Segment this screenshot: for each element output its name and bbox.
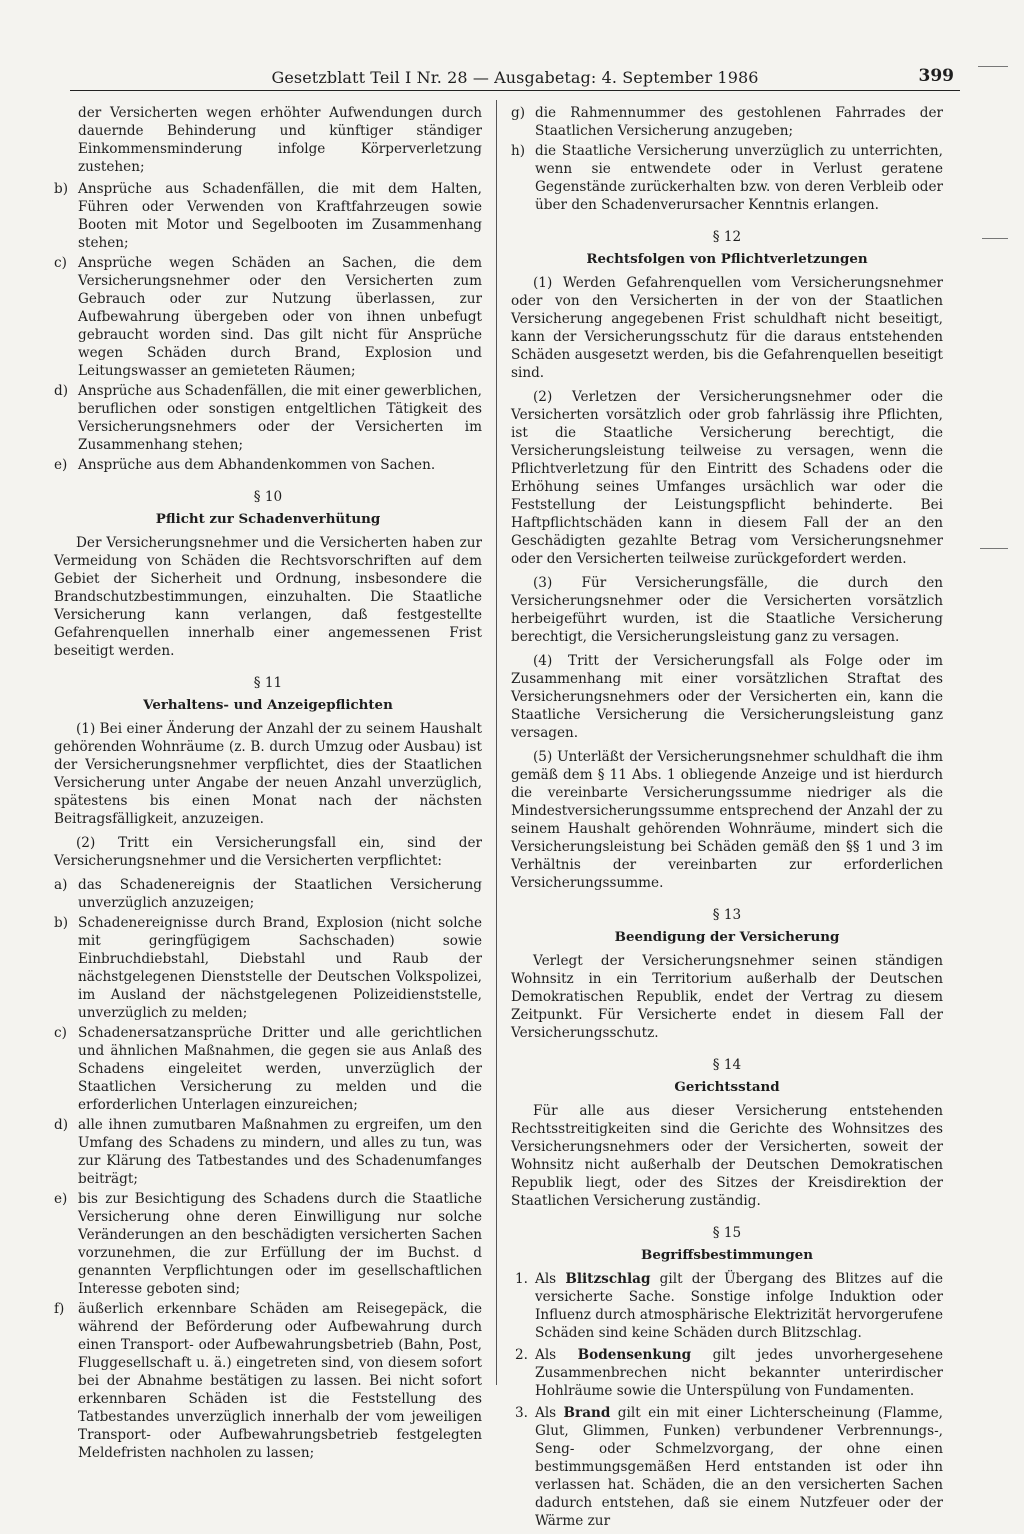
list-item	[511, 142, 943, 214]
paragraph: Verlegt der Versicherungsnehmer seinen ständigen Wohnsitz in ein Territorium außerhalb der Deutschen Demokratischen Republik, endet der Vertrag zu diesem Zeitpunkt. Für Versicherte endet in diesem Fall der Versicherungsschutz.	[511, 953, 943, 1041]
list-item	[54, 914, 482, 1022]
list-label: c)	[54, 1025, 67, 1041]
scan-margin-mark	[978, 66, 1008, 67]
definition-item	[511, 1270, 943, 1342]
section-title: Begriffsbestimmungen	[641, 1247, 813, 1263]
paragraph: (4) Tritt der Versicherungsfall als Folge oder im Zusammenhang mit einer vorsätzlichen Straftat des Versicherungsnehmers oder der Versicherten ein, kann die Staatliche Versicherung die Versicherungsleistung ganz versagen.	[511, 653, 943, 741]
section-number: § 14	[712, 1057, 742, 1073]
list-item	[54, 456, 482, 474]
list-label: h)	[511, 143, 526, 159]
list-label: e)	[54, 457, 68, 473]
section-title: Verhaltens- und Anzeigepflichten	[143, 697, 393, 713]
list-item	[54, 876, 482, 912]
list-item	[511, 104, 943, 140]
list-label: f)	[54, 1301, 65, 1317]
continued-paragraph: der Versicherten wegen erhöhter Aufwendungen durch dauernde Behinderung und künftiger ständiger Einkommensminderung infolge Körperverletzung zustehen;	[78, 105, 482, 175]
paragraph: (3) Für Versicherungsfälle, die durch den Versicherungsnehmer oder die Versicherten vorsätzlich herbeigeführt wurden, ist die Staatliche Versicherung berechtigt, die Versicherungsleistung ganz zu versagen.	[511, 575, 943, 645]
section-number: § 12	[712, 229, 742, 245]
list-label: d)	[54, 383, 69, 399]
header-title: Gesetzblatt Teil I Nr. 28 — Ausgabetag: 4. September 1986	[271, 68, 759, 87]
section-number: § 13	[712, 907, 742, 923]
list-item	[54, 254, 482, 380]
list-label: d)	[54, 1117, 69, 1133]
definition-term: Bodensenkung	[577, 1347, 692, 1363]
section-title: Rechtsfolgen von Pflichtverletzungen	[586, 251, 868, 267]
section-11-list-continued	[511, 104, 943, 214]
list-label: g)	[511, 105, 526, 121]
list-item	[54, 1190, 482, 1298]
definition-number: 2.	[515, 1347, 528, 1363]
paragraph: (2) Tritt ein Versicherungsfall ein, sind der Versicherungsnehmer und die Versicherten verpflichtet:	[54, 835, 482, 869]
list-text: bis zur Besichtigung des Schadens durch die Staatliche Versicherung ohne deren Einwilligung nur solche Veränderungen an den beschädigten versicherten Sachen vorzunehmen, die zur Erfüllung der im Buchst. d genannten Verpflichtungen oder im gesellschaftlichen Interesse geboten sind;	[78, 1191, 482, 1297]
definition-item	[511, 1404, 943, 1530]
section-title: Beendigung der Versicherung	[614, 929, 840, 945]
header-rule	[70, 90, 960, 91]
definition-number: 1.	[515, 1271, 528, 1287]
list-text: die Staatliche Versicherung unverzüglich zu unterrichten, wenn sie entwendete oder in Verlust geratene Gegenstände zurückerhalten bzw. von deren Verbleib oder über den Schadenverursacher Kenntnis erlangen.	[535, 143, 943, 213]
list-item	[54, 382, 482, 454]
paragraph: Für alle aus dieser Versicherung entstehenden Rechtsstreitigkeiten sind die Gerichte des Wohnsitzes des Versicherungsnehmers oder der Versicherten, soweit der Wohnsitz nicht außerhalb der Deutschen Demokratischen Republik liegt, oder des Sitzes der Kreisdirektion der Staatlichen Versicherung zuständig.	[511, 1103, 943, 1209]
list-item	[54, 180, 482, 252]
definition-number: 3.	[515, 1405, 528, 1421]
paragraph: (5) Unterläßt der Versicherungsnehmer schuldhaft die ihm gemäß dem § 11 Abs. 1 obliegende Anzeige und ist hierdurch die vereinbarte Versicherungssumme niedriger als die Mindestversicherungssumme entsprechend der Anzahl der zu seinem Haushalt gehörenden Wohnräume, mindert sich die Versicherungsleistung bei Schäden gemäß den §§ 1 und 3 im Verhältnis der vereinbarten zur erforderlichen Versicherungssumme.	[511, 749, 943, 891]
scan-margin-mark	[982, 238, 1008, 239]
list-text: die Rahmennummer des gestohlenen Fahrrades der Staatlichen Versicherung anzugeben;	[535, 105, 943, 139]
definition-text: gilt ein mit einer Lichterscheinung (Flamme, Glut, Glimmen, Funken) verbundener Verbrennungs-, Seng- oder Schmelzvorgang, der ohne einen bestimmungsgemäßen Herd entstanden ist oder ihn verlassen hat. Schäden, die an den versicherten Sachen dadurch entstehen, daß sie einem Nutzfeuer oder der Wärme zur	[535, 1405, 943, 1529]
definition-term: Blitzschlag	[565, 1271, 651, 1287]
left-column	[54, 104, 482, 1464]
list-text: alle ihnen zumutbaren Maßnahmen zu ergreifen, um den Umfang des Schadens zu mindern, und alles zu tun, was zur Klärung des Tatbestandes und des Schadenumfanges beiträgt;	[78, 1117, 482, 1187]
definition-text: gilt jedes unvorhergesehene Zusammenbrechen nicht bekannter unterirdischer Hohlräume sowie die Unterspülung von Fundamenten.	[535, 1347, 943, 1399]
section-number: § 11	[253, 675, 283, 691]
paragraph: Der Versicherungsnehmer und die Versicherten haben zur Vermeidung von Schäden die Rechtsvorschriften auf dem Gebiet der Sicherheit und Ordnung, insbesondere die Brandschutzbestimmungen, einzuhalten. Die Staatliche Versicherung kann verlangen, daß festgestellte Gefahrenquellen innerhalb einer angemessenen Frist beseitigt werden.	[54, 535, 482, 659]
list-item	[54, 1300, 482, 1462]
list-item	[54, 1116, 482, 1188]
list-text: Ansprüche aus dem Abhandenkommen von Sachen.	[78, 457, 436, 473]
section-11-list	[54, 876, 482, 1462]
right-column	[511, 104, 943, 1534]
list-text: Ansprüche wegen Schäden an Sachen, die dem Versicherungsnehmer oder den Versicherten zum Gebrauch oder zur Nutzung überlassen, zur Aufbewahrung übergeben oder von ihnen unbefugt gebraucht worden sind. Das gilt nicht für Ansprüche wegen Schäden durch Brand, Explosion und Leitungswasser an gemieteten Räumen;	[78, 255, 482, 379]
list-text: Schadenereignisse durch Brand, Explosion (nicht solche mit geringfügigem Sachschaden) sowie Einbruchdiebstahl, Diebstahl und Raub der nächstgelegenen Dienststelle der Deutschen Volkspolizei, im Ausland der nächstgelegenen Polizeidienststelle, unverzüglich zu melden;	[78, 915, 482, 1021]
list-label: b)	[54, 915, 69, 931]
page-header	[70, 62, 960, 92]
definition-prefix: Als	[535, 1271, 566, 1287]
section-number: § 15	[712, 1225, 742, 1241]
list-label: c)	[54, 255, 67, 271]
section-title: Pflicht zur Schadenverhütung	[155, 511, 381, 527]
list-text: Ansprüche aus Schadenfällen, die mit einer gewerblichen, beruflichen oder sonstigen entgeltlichen Tätigkeit des Versicherungsnehmers oder der Versicherten im Zusammenhang stehen;	[78, 383, 482, 453]
paragraph: (1) Bei einer Änderung der Anzahl der zu seinem Haushalt gehörenden Wohnräume (z. B. durch Umzug oder Ausbau) ist der Versicherungsnehmer verpflichtet, dies der Staatlichen Versicherung unter Angabe der neuen Anzahl unverzüglich, spätestens bis einen Monat nach der nächsten Beitragsfälligkeit, anzuzeigen.	[54, 721, 482, 827]
list-text: Ansprüche aus Schadenfällen, die mit dem Halten, Führen oder Verwenden von Kraftfahrzeugen sowie Booten mit Motor und Segelbooten im Zusammenhang stehen;	[78, 181, 482, 251]
section-title: Gerichtsstand	[674, 1079, 780, 1095]
list-text: das Schadenereignis der Staatlichen Versicherung unverzüglich anzuzeigen;	[78, 877, 482, 911]
section-number: § 10	[253, 489, 283, 505]
section-9-list	[54, 180, 482, 474]
list-label: b)	[54, 181, 69, 197]
list-item	[54, 1024, 482, 1114]
list-label: a)	[54, 877, 68, 893]
definition-item	[511, 1346, 943, 1400]
scan-margin-mark	[980, 548, 1008, 549]
definition-term: Brand	[563, 1405, 611, 1421]
page-number: 399	[918, 66, 954, 86]
paragraph: (2) Verletzen der Versicherungsnehmer oder die Versicherten vorsätzlich oder grob fahrlässig ihre Pflichten, ist die Staatliche Versicherung berechtigt, die Versicherungsleistung teilweise zu versagen, wenn die Pflichtverletzung für den Eintritt des Schadens oder die Erhöhung seines Umfanges ursächlich war oder die Feststellung der Leistungspflicht behinderte. Bei Haftpflichtschäden kann in diesem Fall der an den Geschädigten gezahlte Betrag vom Versicherungsnehmer oder den Versicherten teilweise zurückgefordert werden.	[511, 389, 943, 567]
list-text: äußerlich erkennbare Schäden am Reisegepäck, die während der Beförderung oder Aufbewahrung durch einen Transport- oder Aufbewahrungsbetrieb (Bahn, Post, Fluggesellschaft u. ä.) eingetreten sind, von diesem sofort bei der Abnahme bestätigen zu lassen. Bei nicht sofort erkennbaren Schäden ist die Feststellung des Tatbestandes unverzüglich innerhalb der vom jeweiligen Transport- oder Aufbewahrungsbetrieb festgelegten Meldefristen nachholen zu lassen;	[78, 1301, 482, 1461]
column-divider	[496, 100, 497, 1385]
list-label: e)	[54, 1191, 68, 1207]
definition-prefix: Als	[535, 1405, 564, 1421]
paragraph: (1) Werden Gefahrenquellen vom Versicherungsnehmer oder von den Versicherten in der von der Staatlichen Versicherung angegebenen Frist schuldhaft nicht beseitigt, kann der Versicherungsschutz für die daraus entstehenden Schäden ausgesetzt werden, bis die Gefahrenquellen beseitigt sind.	[511, 275, 943, 381]
definitions-list	[511, 1270, 943, 1530]
list-text: Schadenersatzansprüche Dritter und alle gerichtlichen und ähnlichen Maßnahmen, die gegen sie aus Anlaß des Schadens eingeleitet werden, unverzüglich der Staatlichen Versicherung zu melden und die erforderlichen Unterlagen einzureichen;	[78, 1025, 482, 1113]
definition-text: gilt der Übergang des Blitzes auf die versicherte Sache. Sonstige infolge Induktion oder Influenz durch atmosphärische Elektrizität hervorgerufene Schäden sind keine Schäden durch Blitzschlag.	[535, 1271, 944, 1341]
definition-prefix: Als	[535, 1347, 578, 1363]
